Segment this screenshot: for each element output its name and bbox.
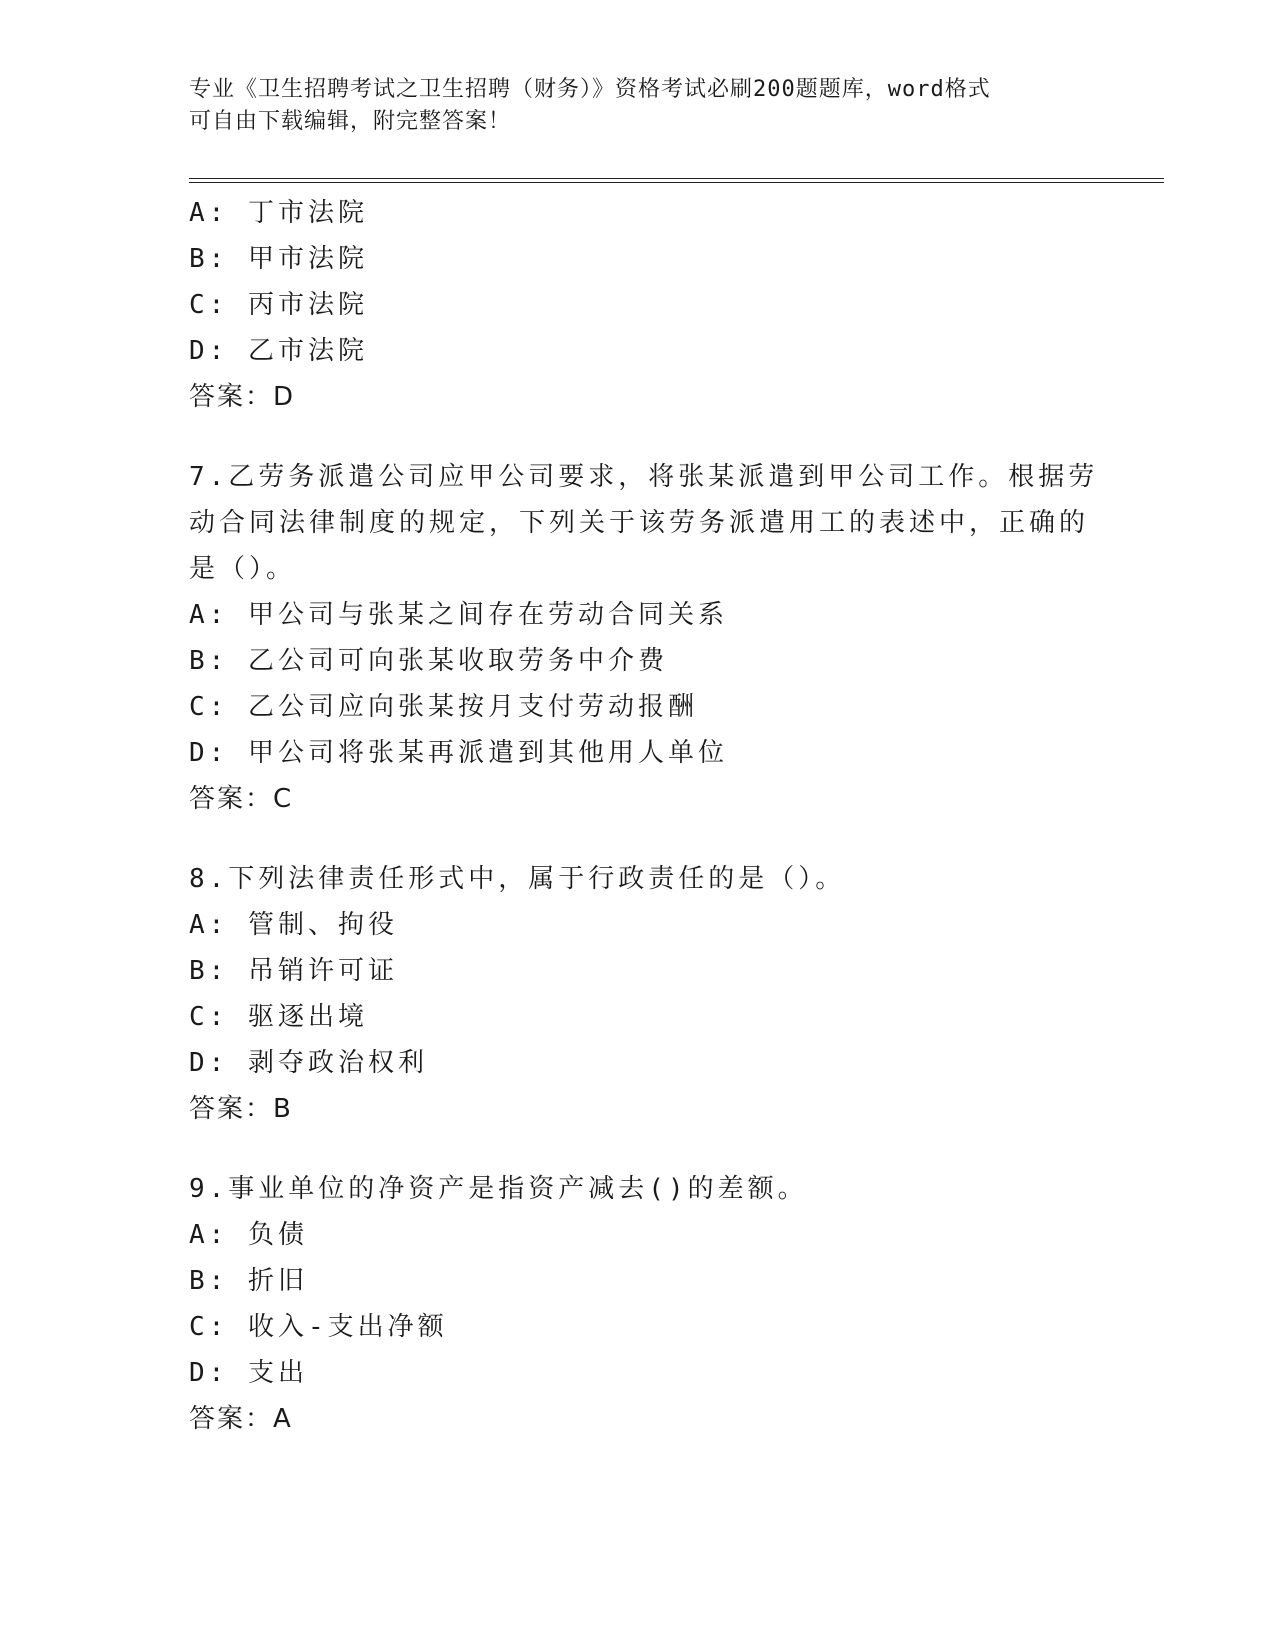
question-list bbox=[189, 190, 1099, 1442]
header-line-1: 专业《卫生招聘考试之卫生招聘（财务）》资格考试必刷200题题库，word格式 bbox=[189, 77, 991, 102]
answer: 答案：C bbox=[189, 784, 294, 814]
option-a: A: 管制、拘役 bbox=[189, 910, 398, 940]
option-b: B: 折旧 bbox=[189, 1266, 308, 1296]
option-b: B: 甲市法院 bbox=[189, 244, 368, 274]
option-b: B: 吊销许可证 bbox=[189, 956, 398, 986]
option-c: C: 驱逐出境 bbox=[189, 1002, 368, 1032]
question-stem: 8.下列法律责任形式中，属于行政责任的是（）。 bbox=[189, 864, 846, 894]
header-divider bbox=[189, 178, 1164, 183]
answer: 答案：D bbox=[189, 382, 296, 412]
option-d: D: 甲公司将张某再派遣到其他用人单位 bbox=[189, 738, 728, 768]
question-9 bbox=[189, 1166, 1089, 1442]
question-6 bbox=[189, 190, 1089, 420]
document-header bbox=[189, 74, 1089, 138]
option-c: C: 收入-支出净额 bbox=[189, 1312, 448, 1342]
question-8 bbox=[189, 856, 1089, 1132]
header-line-2: 可自由下载编辑，附完整答案！ bbox=[189, 109, 512, 134]
question-7 bbox=[189, 454, 1099, 822]
option-a: A: 负债 bbox=[189, 1220, 308, 1250]
question-stem: 7.乙劳务派遣公司应甲公司要求，将张某派遣到甲公司工作。根据劳 bbox=[189, 462, 1099, 492]
answer: 答案：A bbox=[189, 1404, 293, 1434]
option-c: C: 丙市法院 bbox=[189, 290, 368, 320]
answer: 答案：B bbox=[189, 1094, 293, 1124]
option-c: C: 乙公司应向张某按月支付劳动报酬 bbox=[189, 692, 698, 722]
option-b: B: 乙公司可向张某收取劳务中介费 bbox=[189, 646, 668, 676]
option-d: D: 乙市法院 bbox=[189, 336, 368, 366]
option-d: D: 剥夺政治权利 bbox=[189, 1048, 428, 1078]
question-stem: 是（）。 bbox=[189, 554, 297, 584]
option-a: A: 丁市法院 bbox=[189, 198, 368, 228]
option-d: D: 支出 bbox=[189, 1358, 308, 1388]
question-stem: 9.事业单位的净资产是指资产减去()的差额。 bbox=[189, 1174, 808, 1204]
option-a: A: 甲公司与张某之间存在劳动合同关系 bbox=[189, 600, 728, 630]
question-stem: 动合同法律制度的规定，下列关于该劳务派遣用工的表述中，正确的 bbox=[189, 508, 1090, 538]
